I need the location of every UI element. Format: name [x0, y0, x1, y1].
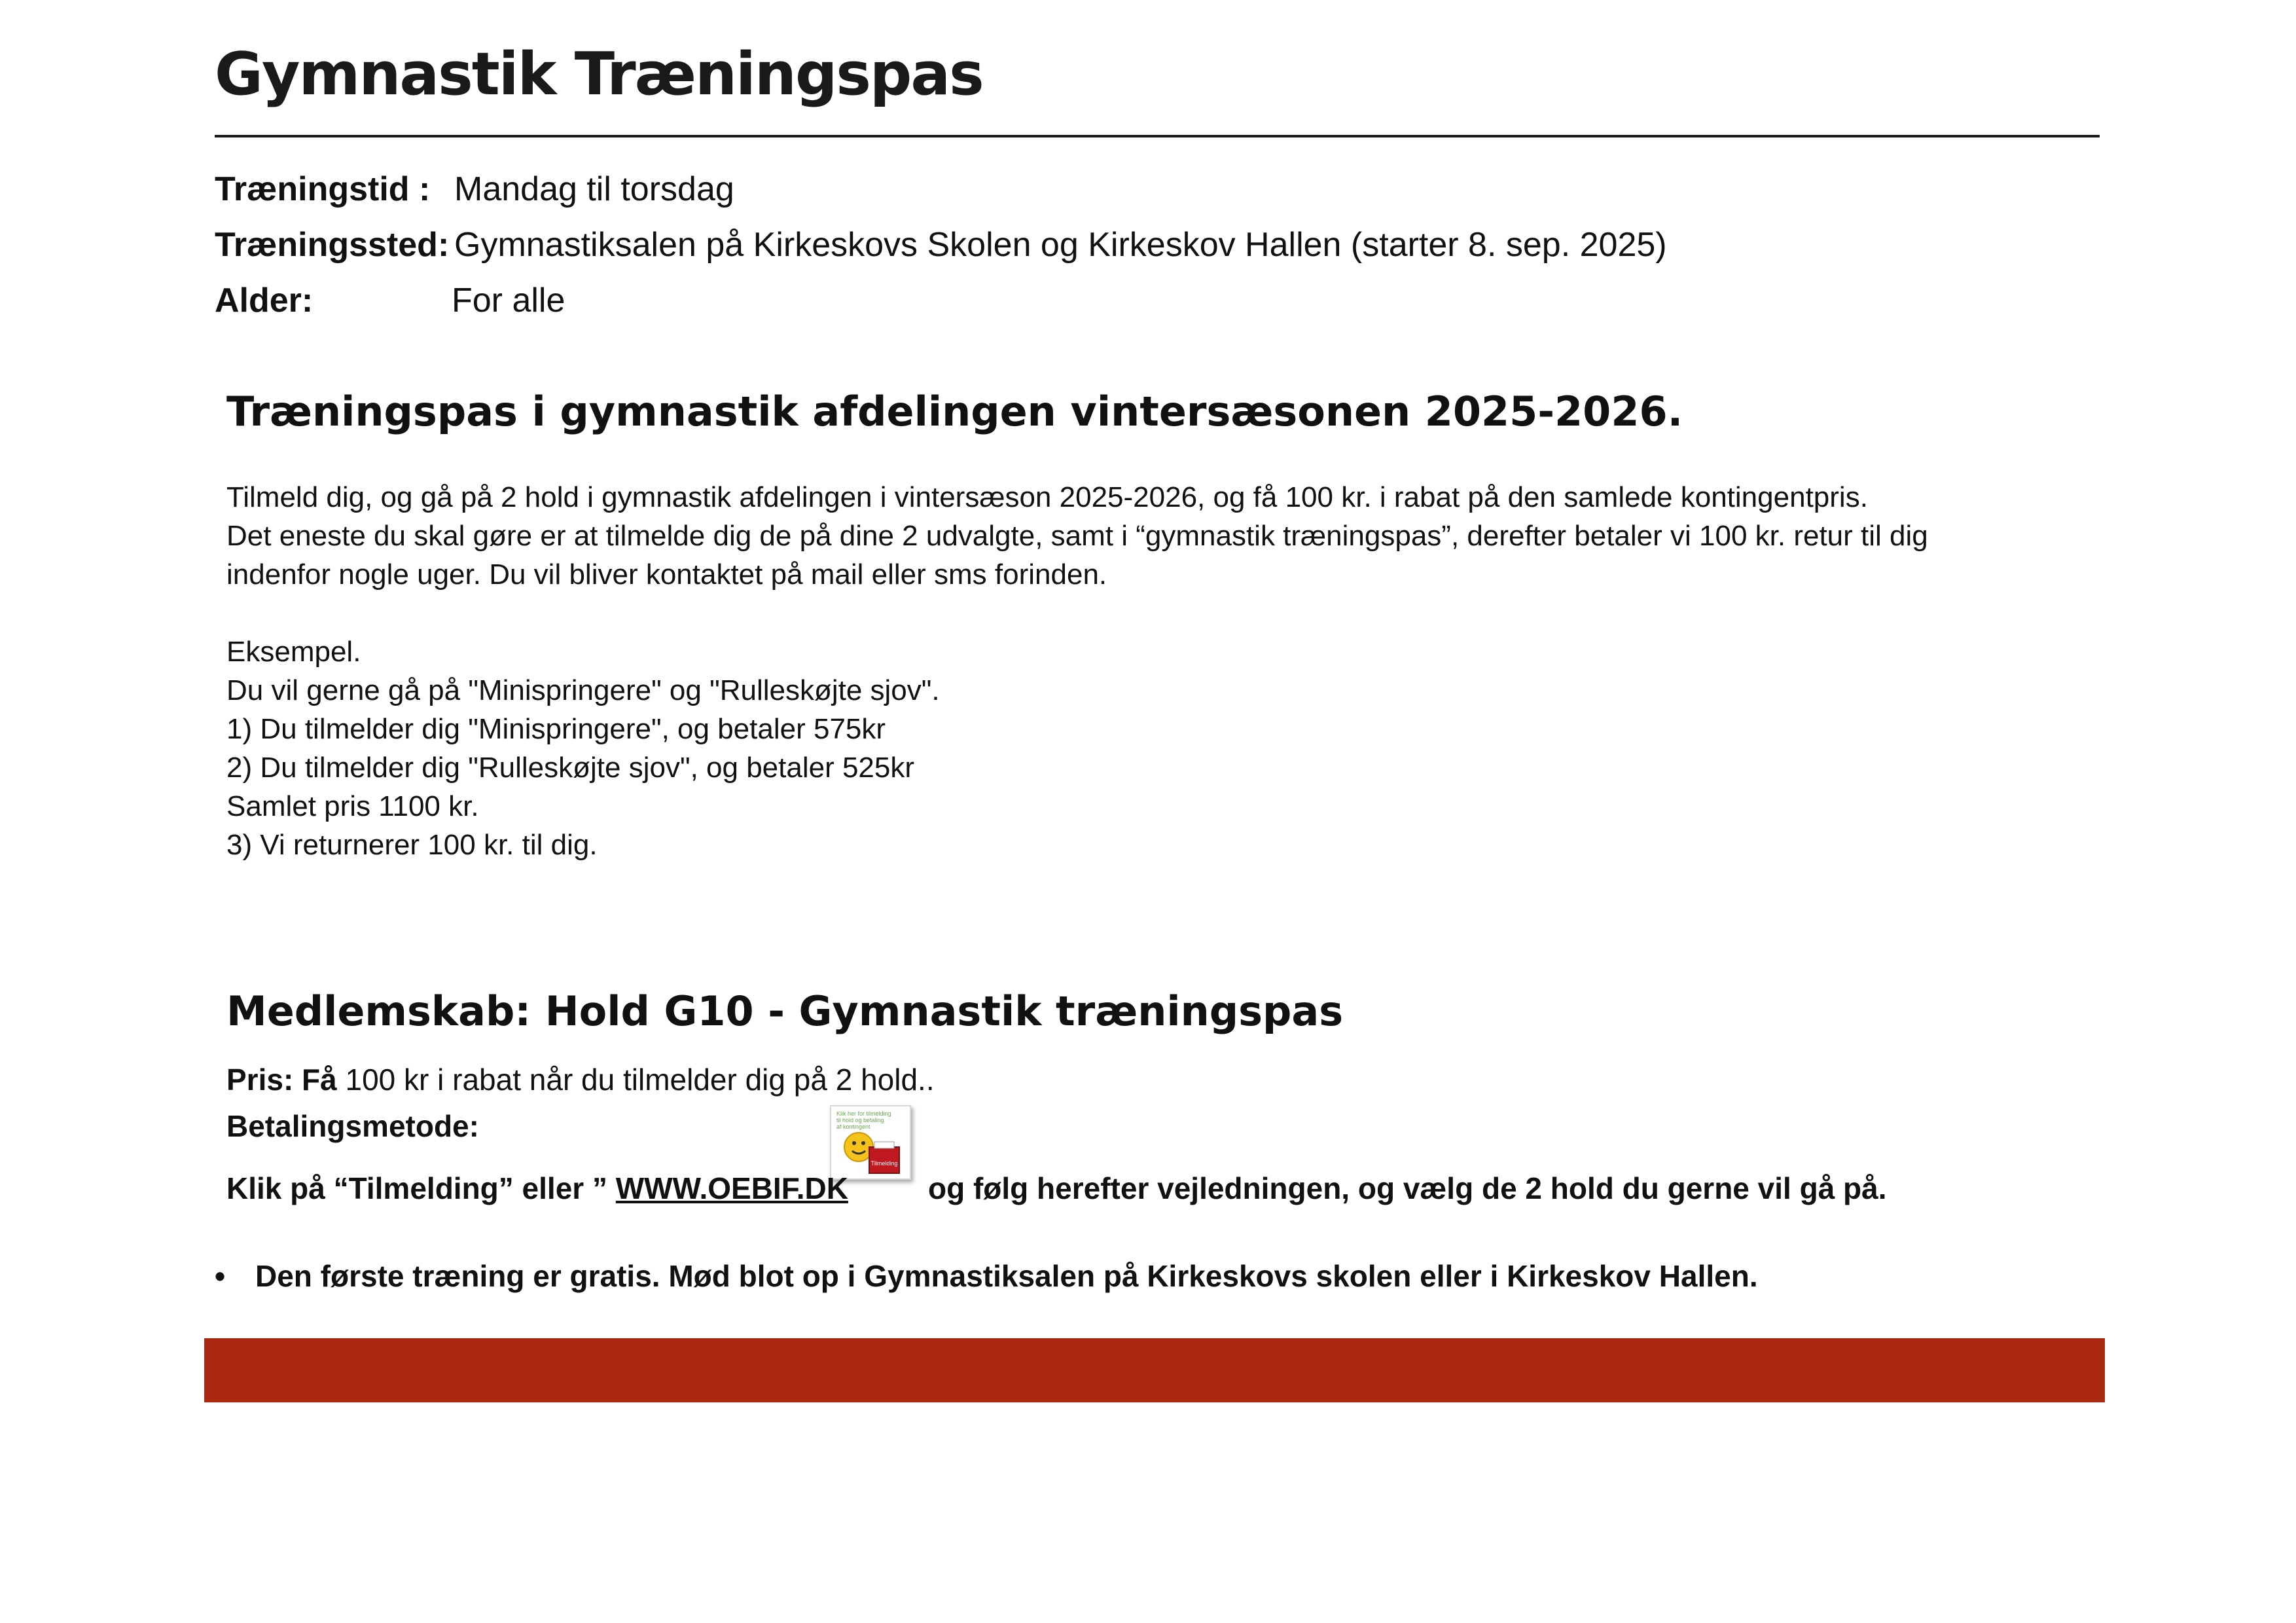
price-bold-word: Få [302, 1063, 337, 1097]
intro-line: Tilmeld dig, og gå på 2 hold i gymnastik afdelingen i vintersæson 2025-2026, og få 100 kr. i rabat på den samlede kontingentpris. [226, 481, 1868, 513]
click-instruction-line [226, 1171, 848, 1207]
example-line: Du vil gerne gå på "Minispringere" og "Rulleskøjte sjov". [226, 674, 940, 706]
age-label: Alder: [215, 282, 314, 319]
example-line: Samlet pris 1100 kr. [226, 790, 479, 822]
click-prefix: Klik på “Tilmelding” eller ” [226, 1171, 607, 1205]
signup-badge[interactable] [830, 1105, 911, 1180]
click-suffix: og følg herefter vejledningen, og vælg de 2 hold du gerne vil gå på. [928, 1171, 1887, 1205]
bullet-text: Den første træning er gratis. Mød blot op i Gymnastiksalen på Kirkeskovs skolen eller i Kirkeskov Hallen. [255, 1259, 1758, 1293]
training-place-row [215, 225, 1667, 265]
intro-paragraph [226, 478, 2098, 594]
example-line: 1) Du tilmelder dig "Minispringere", og betaler 575kr [226, 713, 886, 745]
section-heading-trainingpass: Træningspas i gymnastik afdelingen vintersæsonen 2025-2026. [226, 388, 1683, 435]
example-line: 2) Du tilmelder dig "Rulleskøjte sjov", og betaler 525kr [226, 752, 915, 784]
bullet-dot-icon: • [215, 1259, 226, 1293]
price-label: Pris: [226, 1063, 294, 1097]
badge-label: Tilmelding [870, 1160, 898, 1167]
badge-text-line: af kontingent [836, 1123, 870, 1130]
badge-text-line: til hold og betaling [836, 1117, 884, 1123]
example-paragraph [226, 632, 2098, 864]
intro-line: indenfor nogle uger. Du vil bliver kontaktet på mail eller sms forinden. [226, 558, 1107, 591]
example-line: Eksempel. [226, 636, 361, 668]
price-text: 100 kr i rabat når du tilmelder dig på 2 hold.. [345, 1063, 935, 1097]
age-value: For alle [452, 282, 565, 319]
payment-method-label: Betalingsmetode: [226, 1109, 479, 1143]
training-place-label: Træningssted: [215, 226, 450, 264]
website-link[interactable]: WWW.OEBIF.DK [615, 1171, 848, 1205]
footer-bar [204, 1338, 2105, 1402]
age-row [215, 280, 565, 321]
intro-line: Det eneste du skal gøre er at tilmelde dig de på dine 2 udvalgte, samt i “gymnastik træningspas”, derefter betaler vi 100 kr. retur til dig [226, 520, 1928, 552]
signup-badge-icon [831, 1106, 910, 1178]
badge-text-line: Klik her for tilmelding [836, 1110, 891, 1117]
example-line: 3) Vi returnerer 100 kr. til dig. [226, 829, 598, 861]
training-place-value: Gymnastiksalen på Kirkeskovs Skolen og Kirkeskov Hallen (starter 8. sep. 2025) [454, 226, 1667, 264]
training-time-value: Mandag til torsdag [454, 170, 734, 208]
training-time-row [215, 169, 734, 210]
title-divider [215, 135, 2100, 137]
training-time-label: Træningstid : [215, 170, 431, 208]
price-line [226, 1062, 935, 1098]
page-title: Gymnastik Træningspas [215, 40, 983, 109]
section-heading-membership: Medlemskab: Hold G10 - Gymnastik træningspas [226, 987, 1344, 1035]
